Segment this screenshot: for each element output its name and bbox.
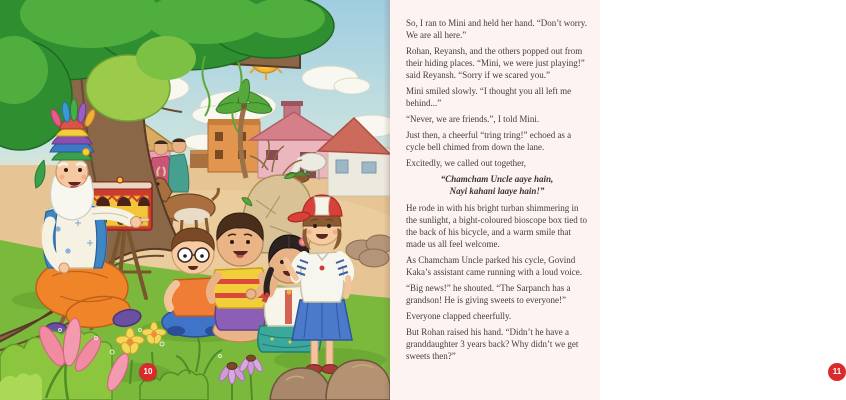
story-paragraph: Mini smiled slowly. “I thought you all left me behind...”	[406, 86, 572, 108]
pointing-hand	[131, 217, 142, 228]
red-trim	[285, 290, 292, 324]
polo-button	[320, 266, 325, 271]
story-paragraph: Everyone clapped cheerfully.	[406, 311, 512, 321]
story-paragraph: As Chamcham Uncle parked his cycle, Govind Kaka’s assistant came running with a loud voice.	[406, 255, 582, 277]
story-text	[406, 17, 588, 366]
story-verse	[406, 173, 588, 197]
storybook-illustration	[0, 0, 390, 400]
boy-yellow-tshirt	[210, 213, 267, 342]
story-paragraph: “Big news!” he shouted. “The Sarpanch has a grandson! He is giving sweets to everyone!”	[406, 283, 571, 305]
story-paragraph: He rode in with his bright turban shimmering in the sunlight, a bight-coloured bioscope box tied to the back of his bicycle, and a warm smile that made us all feel welcome.	[406, 203, 587, 249]
story-paragraph: “Never, we are friends.”, I told Mini.	[406, 114, 540, 124]
story-paragraph: Rohan, Reyansh, and the others popped out from their hiding places. “Mini, we were just playing!” said Reyansh. “Sorry if we scared you.”	[406, 46, 585, 80]
text-page	[390, 0, 842, 400]
story-paragraph: Just then, a cheerful “tring tring!” echoed as a cycle bell chimed from down the lane.	[406, 130, 572, 152]
turban-jewel	[83, 149, 90, 156]
verse-line: Nayi kahani laaye hain!”	[449, 186, 545, 196]
page-number-right: 11	[828, 363, 846, 381]
arm	[346, 278, 349, 296]
necklace	[287, 290, 292, 295]
story-paragraph: But Rohan raised his hand. “Didn’t he have a granddaughter 3 years back? Why didn’t we get sweets then?”	[406, 327, 579, 361]
story-paragraph: So, I ran to Mini and held her hand. “Don’t worry. We are all here.”	[406, 18, 587, 40]
verse-line: “Chamcham Uncle aaye hain,	[440, 174, 554, 184]
page-number-left: 10	[139, 363, 157, 381]
illustration-page	[0, 0, 390, 400]
orange-building	[208, 119, 260, 172]
red-stripe	[214, 279, 265, 284]
story-paragraph: Excitedly, we called out together,	[406, 158, 527, 168]
